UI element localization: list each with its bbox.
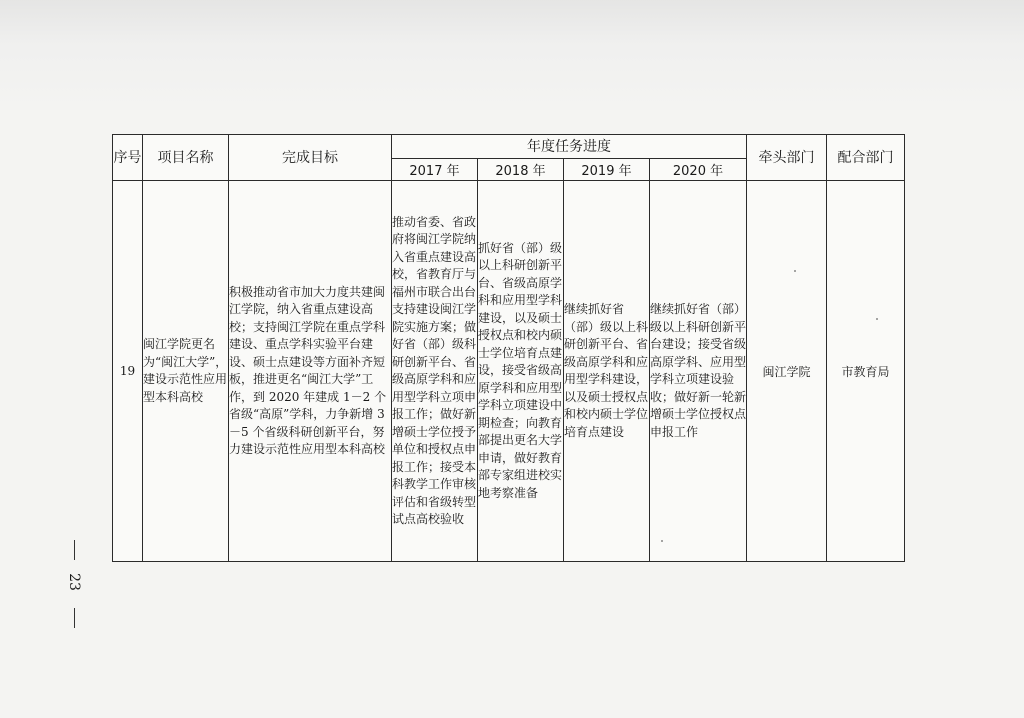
table-row — [113, 181, 905, 562]
header-goal: 完成目标 — [229, 135, 392, 181]
page-number — [58, 540, 98, 630]
cell-2018: 抓好省（部）级以上科研创新平台、省级高原学科和应用型学科建设，以及硕士授权点和校内硕士学位培育点建设，接受省级高原学科和应用型学科立项建设中期检查；向教育部提出更名大学申请，做好教育部专家组进校实地考察准备 — [478, 181, 564, 562]
scan-speck — [876, 318, 878, 320]
header-year-2020: 2020 年 — [650, 159, 747, 181]
scan-speck — [661, 540, 663, 542]
header-year-2019: 2019 年 — [564, 159, 650, 181]
header-annual-progress: 年度任务进度 — [392, 135, 747, 159]
scan-speck — [794, 270, 796, 272]
scan-shadow — [0, 0, 1024, 110]
cell-project-name: 闽江学院更名为“闽江大学”，建设示范性应用型本科高校 — [143, 181, 229, 562]
cell-goal: 积极推动省市加大力度共建闽江学院，纳入省重点建设高校；支持闽江学院在重点学科建设、重点学科实验平台建设、硕士点建设等方面补齐短板，推进更名“闽江大学”工作，到 2020 年建成 1－2 个省级“高原”学科，力争新增 3－5 个省级科研创新平台，努力建设示范性应用型本科高校 — [229, 181, 392, 562]
cell-seq: 19 — [113, 181, 143, 562]
cell-lead-dept: 闽江学院 — [747, 181, 827, 562]
cell-2019: 继续抓好省（部）级以上科研创新平台、省级高原学科和应用型学科建设，以及硕士授权点和校内硕士学位培育点建设 — [564, 181, 650, 562]
page-number-dash-top — [74, 540, 75, 560]
cell-coop-dept: 市教育局 — [827, 181, 905, 562]
header-project-name: 项目名称 — [143, 135, 229, 181]
cell-2017: 推动省委、省政府将闽江学院纳入省重点建设高校，省教育厅与福州市联合出台支持建设闽江学院实施方案；做好省（部）级科研创新平台、省级高原学科和应用型学科立项申报工作；做好新增硕士学位授予单位和授权点申报工作；接受本科教学工作审核评估和省级转型试点高校验收 — [392, 181, 478, 562]
header-year-2017: 2017 年 — [392, 159, 478, 181]
page-number-dash-bottom — [74, 608, 75, 628]
cell-2020: 继续抓好省（部）级以上科研创新平台建设；接受省级高原学科、应用型学科立项建设验收；做好新一轮新增硕士学位授权点申报工作 — [650, 181, 747, 562]
header-year-2018: 2018 年 — [478, 159, 564, 181]
header-row-1 — [113, 135, 905, 159]
header-lead-dept: 牵头部门 — [747, 135, 827, 181]
header-coop-dept: 配合部门 — [827, 135, 905, 181]
task-table — [112, 134, 905, 562]
page-number-text: 23 — [66, 573, 82, 591]
header-seq: 序号 — [113, 135, 143, 181]
